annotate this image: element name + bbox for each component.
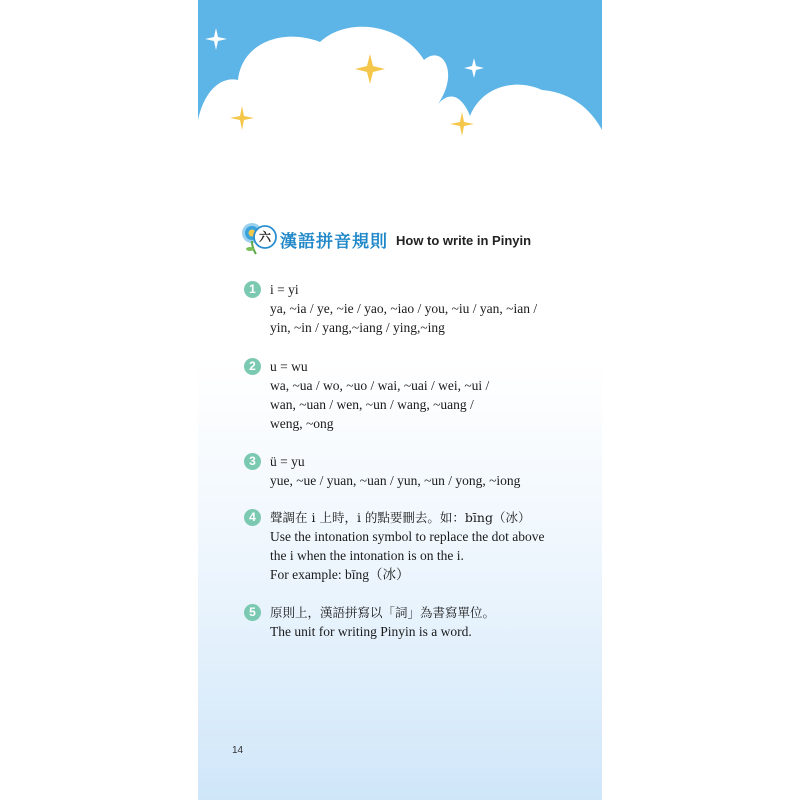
rule-item xyxy=(244,357,584,433)
section-number: 六 xyxy=(258,230,271,244)
rule-number: 5 xyxy=(244,604,261,621)
book-page xyxy=(198,0,602,800)
rule-line: ü = yu xyxy=(270,454,305,469)
rule-number: 3 xyxy=(244,453,261,470)
rule-item xyxy=(244,280,584,337)
sky-cloud-header xyxy=(198,0,602,170)
rule-line: 原則上，漢語拼寫以「詞」為書寫單位。 xyxy=(270,605,496,620)
rule-line: weng, ~ong xyxy=(270,416,334,431)
rule-line: ya, ~ia / ye, ~ie / yao, ~iao / you, ~iu / yan, ~ian / xyxy=(270,301,538,316)
rule-line: For example: bīng（冰） xyxy=(270,567,410,582)
rule-line: Use the intonation symbol to replace the dot above xyxy=(270,529,545,544)
rule-line: wa, ~ua / wo, ~uo / wai, ~uai / wei, ~ui / xyxy=(270,378,490,393)
section-title-chinese: 漢語拼音規則 xyxy=(280,231,388,252)
rule-item xyxy=(244,508,584,584)
rule-number: 1 xyxy=(244,281,261,298)
rule-item xyxy=(244,452,584,490)
rule-number: 4 xyxy=(244,509,261,526)
rule-line: u = wu xyxy=(270,359,308,374)
rule-item xyxy=(244,603,584,641)
section-heading xyxy=(240,221,531,257)
rule-line: The unit for writing Pinyin is a word. xyxy=(270,624,472,639)
rule-line: 聲調在 i 上時，i 的點要刪去。如：bīng（冰） xyxy=(270,510,531,525)
rule-line: yue, ~ue / yuan, ~uan / yun, ~un / yong, ~iong xyxy=(270,473,521,488)
page-number: 14 xyxy=(232,745,244,756)
rule-line: the i when the intonation is on the i. xyxy=(270,548,464,563)
rule-line: yin, ~in / yang,~iang / ying,~ing xyxy=(270,320,445,335)
section-badge xyxy=(240,221,278,257)
rule-line: wan, ~uan / wen, ~un / wang, ~uang / xyxy=(270,397,474,412)
rule-number: 2 xyxy=(244,358,261,375)
rule-line: i = yi xyxy=(270,282,299,297)
section-title-english: How to write in Pinyin xyxy=(396,232,532,248)
